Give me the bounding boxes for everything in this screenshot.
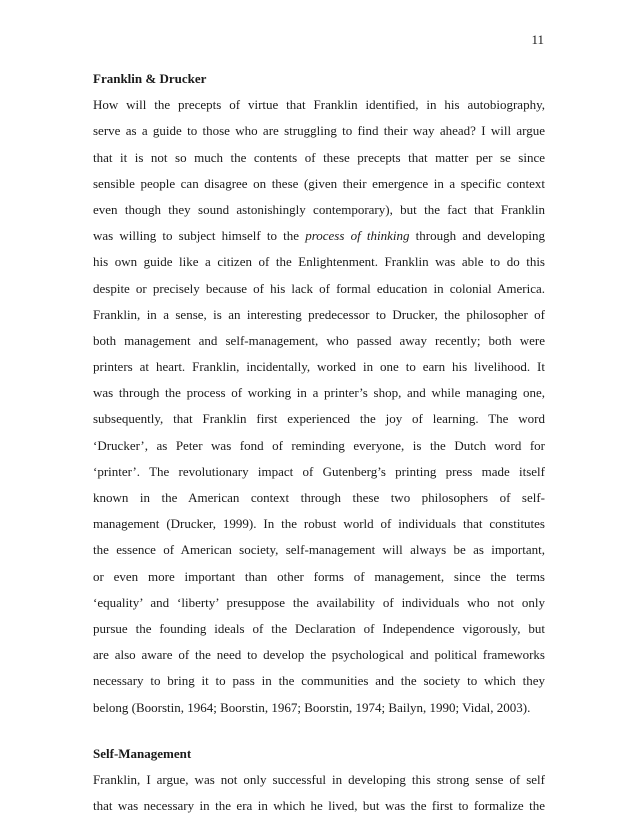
text-line: the essence of American society, self-management will always be as important, xyxy=(93,542,545,558)
text-line: his own guide like a citizen of the Enlightenment. Franklin was able to do this xyxy=(93,254,545,270)
text-line: or even more important than other forms of management, since the terms xyxy=(93,568,545,584)
text-line: ‘printer’. The revolutionary impact of Gutenberg’s printing press made itself xyxy=(93,463,545,479)
text-line: despite or precisely because of his lack of formal education in colonial America. xyxy=(93,280,545,296)
text-line: known in the American context through these two philosophers of self- xyxy=(93,490,545,505)
document-body xyxy=(93,66,545,819)
text-line: that it is not so much the contents of these precepts that matter per se since xyxy=(93,149,545,165)
text-line: sensible people can disagree on these (given their emergence in a specific context xyxy=(93,175,545,191)
text-segment: was willing to subject himself to the xyxy=(93,228,306,244)
text-line xyxy=(93,223,545,249)
page-number: 11 xyxy=(531,32,544,47)
text-line: that was necessary in the era in which he lived, but was the first to formalize the xyxy=(93,798,545,814)
text-line: belong (Boorstin, 1964; Boorstin, 1967; Boorstin, 1974; Bailyn, 1990; Vidal, 2003). xyxy=(93,699,531,715)
text-line: printers at heart. Franklin, incidentally, worked in one to earn his livelihood. It xyxy=(93,359,545,375)
text-line: serve as a guide to those who are struggling to find their way ahead? I will argue xyxy=(93,123,545,139)
text-line: Franklin, I argue, was not only successful in developing this strong sense of self xyxy=(93,771,545,787)
text-line: Franklin, in a sense, is an interesting predecessor to Drucker, the philosopher of xyxy=(93,306,545,322)
text-line: How will the precepts of virtue that Franklin identified, in his autobiography, xyxy=(93,97,545,113)
text-line: management (Drucker, 1999). In the robust world of individuals that constitutes xyxy=(93,516,545,532)
text-line: was through the process of working in a printer’s shop, and while managing one, xyxy=(93,385,545,401)
text-line: subsequently, that Franklin first experienced the joy of learning. The word xyxy=(93,411,545,427)
text-line: ‘equality’ and ‘liberty’ presuppose the availability of individuals who not only xyxy=(93,594,545,610)
text-segment: through and developing xyxy=(409,228,545,244)
section-heading: Franklin & Drucker xyxy=(93,71,207,86)
text-line: even though they sound astonishingly contemporary), but the fact that Franklin xyxy=(93,201,545,217)
text-line: ‘Drucker’, as Peter was fond of reminding everyone, is the Dutch word for xyxy=(93,437,545,453)
section-gap xyxy=(93,721,545,741)
section-heading: Self-Management xyxy=(93,745,192,761)
text-line: are also aware of the need to develop the psychological and political frameworks xyxy=(93,647,545,663)
text-line: necessary to bring it to pass in the communities and the society to which they xyxy=(93,673,545,689)
text-line: pursue the founding ideals of the Declaration of Independence vigorously, but xyxy=(93,620,545,636)
italic-phrase: process of thinking xyxy=(305,228,410,244)
text-line: both management and self-management, who passed away recently; both were xyxy=(93,332,545,348)
